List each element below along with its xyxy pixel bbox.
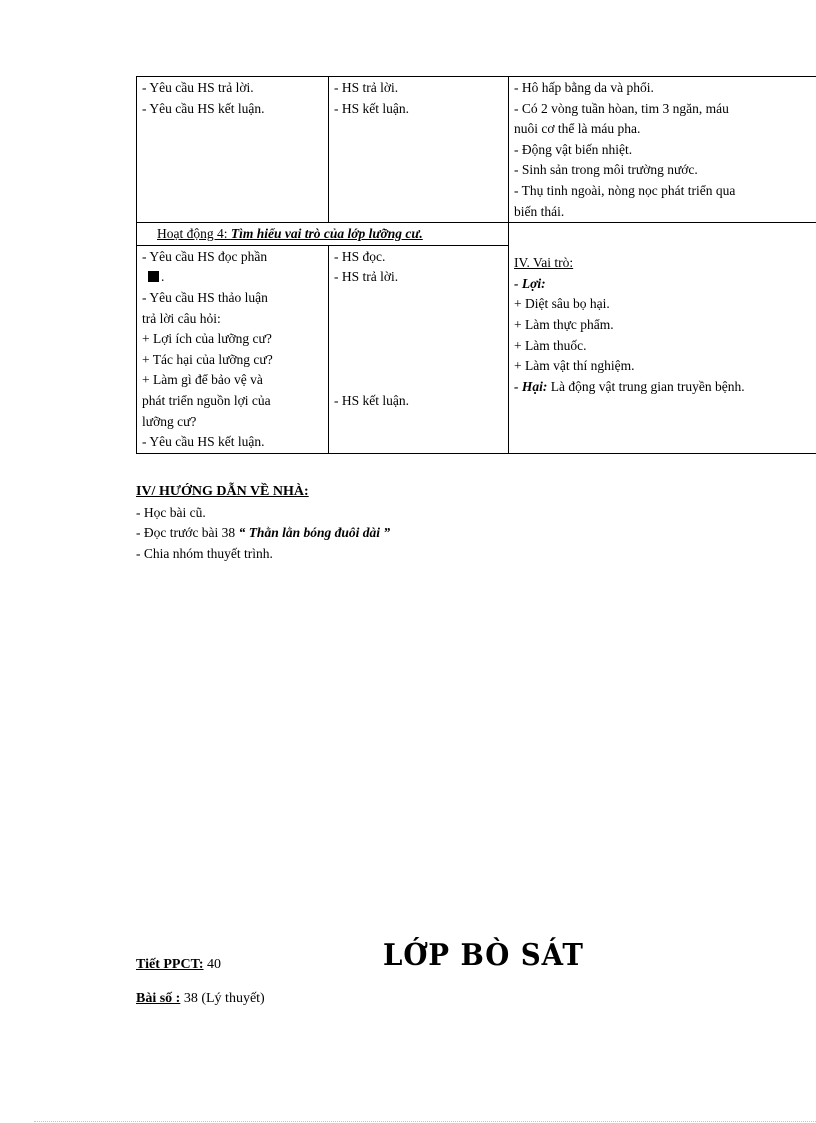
lesson-number-value: 38 (Lý thuyết)	[180, 991, 265, 1006]
teacher-cell	[137, 77, 329, 223]
homework-section	[136, 482, 390, 564]
teacher-line: + Làm gì để bảo vệ và	[142, 372, 263, 388]
teacher-line: - Yêu cầu HS thảo luận	[142, 289, 268, 305]
activity-title: Tìm hiểu vai trò của lớp lưỡng cư.	[230, 226, 423, 242]
role-content-cell	[509, 223, 816, 454]
student-line: - HS kết luận.	[334, 100, 409, 116]
teacher-line	[142, 267, 324, 288]
benefit-item: + Làm thực phẩm.	[514, 316, 614, 332]
harm-line	[514, 377, 816, 398]
table-row	[137, 223, 816, 246]
harm-text: Là động vật trung gian truyền bệnh.	[547, 378, 745, 394]
student-cell	[329, 245, 509, 453]
homework-item: - Học bài cũ.	[136, 504, 206, 520]
teacher-line: - Yêu cầu HS kết luận.	[142, 434, 265, 450]
teacher-line: - Yêu cầu HS đọc phần	[142, 248, 268, 264]
homework-item-prefix: - Đọc trước bài 38	[136, 525, 239, 541]
benefit-item: + Diệt sâu bọ hại.	[514, 296, 610, 312]
teacher-line: - Yêu cầu HS trả lời.	[142, 80, 254, 95]
lesson-number-row	[136, 991, 265, 1007]
content-line: - Hô hấp bằng da và phổi.	[514, 80, 654, 95]
teacher-line: phát triển nguồn lợi của	[142, 392, 271, 408]
student-line: - HS kết luận.	[334, 392, 409, 408]
content-line: biến thái.	[514, 203, 565, 219]
square-symbol-icon	[148, 271, 159, 282]
student-line: - HS đọc.	[334, 248, 386, 264]
homework-item	[136, 523, 390, 544]
teacher-cell	[137, 245, 329, 453]
teacher-line-period: .	[161, 269, 165, 285]
page-divider	[34, 1121, 816, 1122]
homework-item: - Chia nhóm thuyết trình.	[136, 545, 273, 561]
student-line: - HS trả lời.	[334, 269, 399, 285]
activity-prefix: Hoạt động 4:	[157, 226, 231, 242]
student-cell	[329, 77, 509, 223]
ppct-value: 40	[203, 957, 222, 972]
benefit-item: + Làm thuốc.	[514, 337, 587, 353]
harm-label: - Hại:	[514, 378, 548, 394]
student-line: - HS trả lời.	[334, 80, 399, 95]
homework-heading: IV/ HƯỚNG DẪN VỀ NHÀ:	[136, 484, 309, 499]
activity-heading	[137, 223, 509, 246]
lesson-table	[136, 76, 816, 454]
content-line: nuôi cơ thể là máu pha.	[514, 121, 641, 137]
lesson-number-label: Bài số :	[136, 991, 181, 1006]
benefit-label: - Lợi:	[514, 275, 546, 291]
table-row	[137, 77, 816, 223]
role-heading: IV. Vai trò:	[514, 255, 574, 271]
benefit-item: + Làm vật thí nghiệm.	[514, 358, 635, 374]
content-line: - Sinh sản trong môi trường nước.	[514, 162, 698, 178]
teacher-line: + Tác hại của lưỡng cư?	[142, 351, 273, 367]
content-line: - Có 2 vòng tuần hòan, tim 3 ngăn, máu	[514, 100, 729, 116]
teacher-line: lưỡng cư?	[142, 413, 197, 429]
ppct-label: Tiết PPCT:	[136, 957, 204, 972]
teacher-line: trả lời câu hỏi:	[142, 310, 221, 326]
content-line: - Động vật biến nhiệt.	[514, 141, 633, 157]
ppct-row	[136, 957, 221, 973]
content-line: - Thụ tinh ngoài, nòng nọc phát triển qua	[514, 182, 736, 198]
next-lesson-title: “ Thằn lằn bóng đuôi dài ”	[238, 525, 391, 541]
teacher-line: - Yêu cầu HS kết luận.	[142, 100, 265, 116]
teacher-line: + Lợi ích của lưỡng cư?	[142, 331, 272, 347]
content-cell	[509, 77, 816, 223]
lesson-title: LỚP BÒ SÁT	[383, 938, 584, 973]
